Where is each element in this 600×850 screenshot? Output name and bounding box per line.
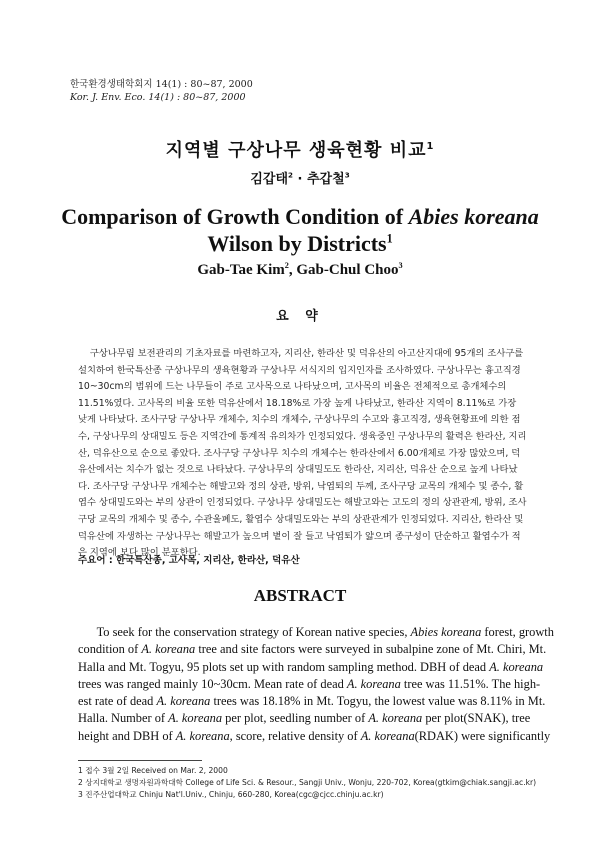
abstract-korean-line: 수, 구상나무의 상대밀도 등은 지역간에 통계적 유의차가 인정되었다. 생육중인 구상나무의 활력은 한라산, 지리 xyxy=(78,430,527,442)
abstract-english-text: tree and site factors were surveyed in subalpine zone of Mt. Chiri, Mt. xyxy=(195,642,547,657)
abstract-english-text: condition of xyxy=(78,642,142,657)
title-korean-footnote-mark: 1 xyxy=(426,141,435,152)
footnotes xyxy=(78,765,536,801)
abstract-heading: ABSTRACT xyxy=(253,586,347,605)
author-en-1-mark: 2 xyxy=(284,261,289,270)
footnote-rule xyxy=(78,760,202,761)
title-english xyxy=(0,203,600,257)
abstract-english-line xyxy=(78,693,568,710)
species-name: Abies koreana xyxy=(410,625,482,639)
abstract-english-text: Halla and Mt. Togyu, 95 plots set up with random sampling method. DBH of dead xyxy=(78,659,490,674)
abstract-english-text: (RDAK) were significantly xyxy=(414,728,551,743)
authors-english xyxy=(0,262,600,279)
title-english-line-1-text: Comparison of Growth Condition of xyxy=(61,204,409,229)
abstract-korean-line: 낮게 나타났다. 조사구당 구상나무 개체수, 치수의 개체수, 구상나무의 수고와 흉고직경, 생육현황표에 의한 점 xyxy=(78,414,521,426)
species-name: A. koreana xyxy=(368,711,423,726)
abstract-english xyxy=(78,624,568,745)
abstract-english-text: est rate of dead xyxy=(78,694,157,709)
title-english-line-1 xyxy=(0,203,600,230)
author-ko-2: 추갑철 xyxy=(307,172,345,187)
species-name: A. koreana xyxy=(175,728,230,743)
abstract-korean-line: 다. 조사구당 구상나무 개체수는 해발고와 정의 상관, 방위, 낙엽퇴의 두께, 조사구당 교목의 개체수 및 종수, 활 xyxy=(78,480,524,492)
author-ko-separator: · xyxy=(293,172,307,187)
abstract-english-line xyxy=(78,676,568,693)
abstract-english-text: , score, relative density of xyxy=(229,728,361,743)
species-name: A. koreana xyxy=(141,642,196,657)
title-english-footnote-mark: 1 xyxy=(386,231,393,246)
abstract-english-text: trees was 18.18% in Mt. Togyu, the lowest value was 8.11% in Mt. xyxy=(210,694,546,709)
author-en-separator: , xyxy=(288,262,297,278)
footnote-item: 2 상지대학교 생명자원과학대학 College of Life Sci. & Resour., Sangji Univ., Wonju, 220-702, Korea(gtkim@chiak.sangji.ac.kr) xyxy=(78,778,537,787)
author-en-1: Gab-Tae Kim xyxy=(197,262,285,278)
abstract-korean-line: 산, 덕유산으로 순으로 좋았다. 조사구당 구상나무 치수의 개체수는 한라산에서 6.00개체로 가장 많았으며, 덕 xyxy=(78,447,521,459)
abstract-korean-line: 유산에서는 치수가 없는 것으로 나타났다. 구상나무의 상대밀도도 한라산, 지리산, 덕유산 순으로 높게 나타났 xyxy=(78,464,518,476)
abstract-english-text: per plot(SNAK), tree xyxy=(422,711,531,726)
abstract-korean-line: 11.51%였다. 고사목의 비율 또한 덕유산에서 18.18%로 가장 높게 나타났고, 한라산 지역이 8.11%로 가장 xyxy=(78,397,517,409)
authors-korean xyxy=(0,168,600,187)
summary-heading-korean: 요 약 xyxy=(276,309,324,324)
abstract-english-line xyxy=(78,728,568,745)
species-name: A. koreana xyxy=(360,728,415,743)
abstract-korean xyxy=(78,346,552,562)
footnote-item: 1 접수 3월 2일 Received on Mar. 2, 2000 xyxy=(78,766,228,775)
abstract-korean-line: 구당 교목의 개체수 및 종수, 수관울폐도, 활엽수 상대밀도와는 부의 상관관계가 인정되었다. 지리산, 한라산 및 xyxy=(78,513,524,525)
title-korean xyxy=(0,136,600,162)
species-name: A. koreana xyxy=(489,659,544,674)
abstract-english-text: trees was ranged mainly 10~30cm. Mean rate of dead xyxy=(78,676,347,691)
keywords-korean: 주요어 : 한국특산종, 고사목, 지리산, 한라산, 덕유산 xyxy=(78,555,300,566)
abstract-english-text: height and DBH of xyxy=(78,728,176,743)
abstract-english-line xyxy=(78,659,568,676)
abstract-korean-line: 덕유산에 자생하는 구상나무는 해발고가 높으며 볕이 잘 들고 낙엽퇴가 얇으며 종구성이 단순하고 활엽수가 적 xyxy=(78,530,521,542)
author-ko-1-mark: 2 xyxy=(288,170,293,180)
abstract-english-text: forest, growth xyxy=(481,625,554,639)
title-english-line-2-text: Wilson by Districts xyxy=(207,231,387,256)
abstract-korean-line: 설치하여 한국특산종 구상나무의 생육현황과 구상나무 서식지의 입지인자를 조사하였다. 구상나무는 흉고직경 xyxy=(78,364,521,376)
title-korean-text: 지역별 구상나무 생육현황 비교 xyxy=(165,140,427,161)
abstract-english-line xyxy=(78,624,568,641)
species-name: A. koreana xyxy=(346,676,401,691)
abstract-english-text: per plot, seedling number of xyxy=(222,711,369,726)
abstract-korean-line: 10~30cm의 범위에 드는 나무들이 주로 고사목으로 나타났으며, 고사목의 비율은 전체적으로 총개체수의 xyxy=(78,381,507,393)
abstract-english-text: Halla. Number of xyxy=(78,711,169,726)
footnote-item: 3 진주산업대학교 Chinju Nat'l.Univ., Chinju, 660-280, Korea(cgc@cjcc.chinju.ac.kr) xyxy=(78,790,384,799)
abstract-korean-line: 은 지역에 보다 많이 분포한다. xyxy=(78,547,201,559)
title-english-species: Abies koreana xyxy=(408,204,539,229)
author-en-2-mark: 3 xyxy=(398,261,403,270)
journal-header xyxy=(70,78,253,104)
title-english-line-2 xyxy=(0,230,600,257)
author-ko-2-mark: 3 xyxy=(344,170,350,180)
species-name: A. koreana xyxy=(168,711,223,726)
abstract-korean-line: 엽수 상대밀도와는 부의 상관이 인정되었다. 구상나무 상대밀도는 해발고와는 고도의 정의 상관관계, 방위, 조사 xyxy=(78,497,527,509)
journal-line-ko: 한국환경생태학회지 14(1) : 80~87, 2000 xyxy=(70,79,253,90)
species-name: A. koreana xyxy=(156,694,211,709)
author-en-2: Gab-Chul Choo xyxy=(296,262,399,278)
abstract-english-text: tree was 11.51%. The high- xyxy=(400,676,541,691)
abstract-english-line xyxy=(78,710,568,727)
author-ko-1: 김갑태 xyxy=(250,172,289,187)
journal-line-en: Kor. J. Env. Eco. 14(1) : 80~87, 2000 xyxy=(70,92,246,103)
abstract-korean-line: 구상나무림 보전관리의 기초자료를 마련하고자, 지리산, 한라산 및 덕유산의 아고산지대에 95개의 조사구를 xyxy=(78,348,524,359)
abstract-english-line xyxy=(78,641,568,658)
abstract-english-text: To seek for the conservation strategy of Korean native species, xyxy=(78,625,411,639)
